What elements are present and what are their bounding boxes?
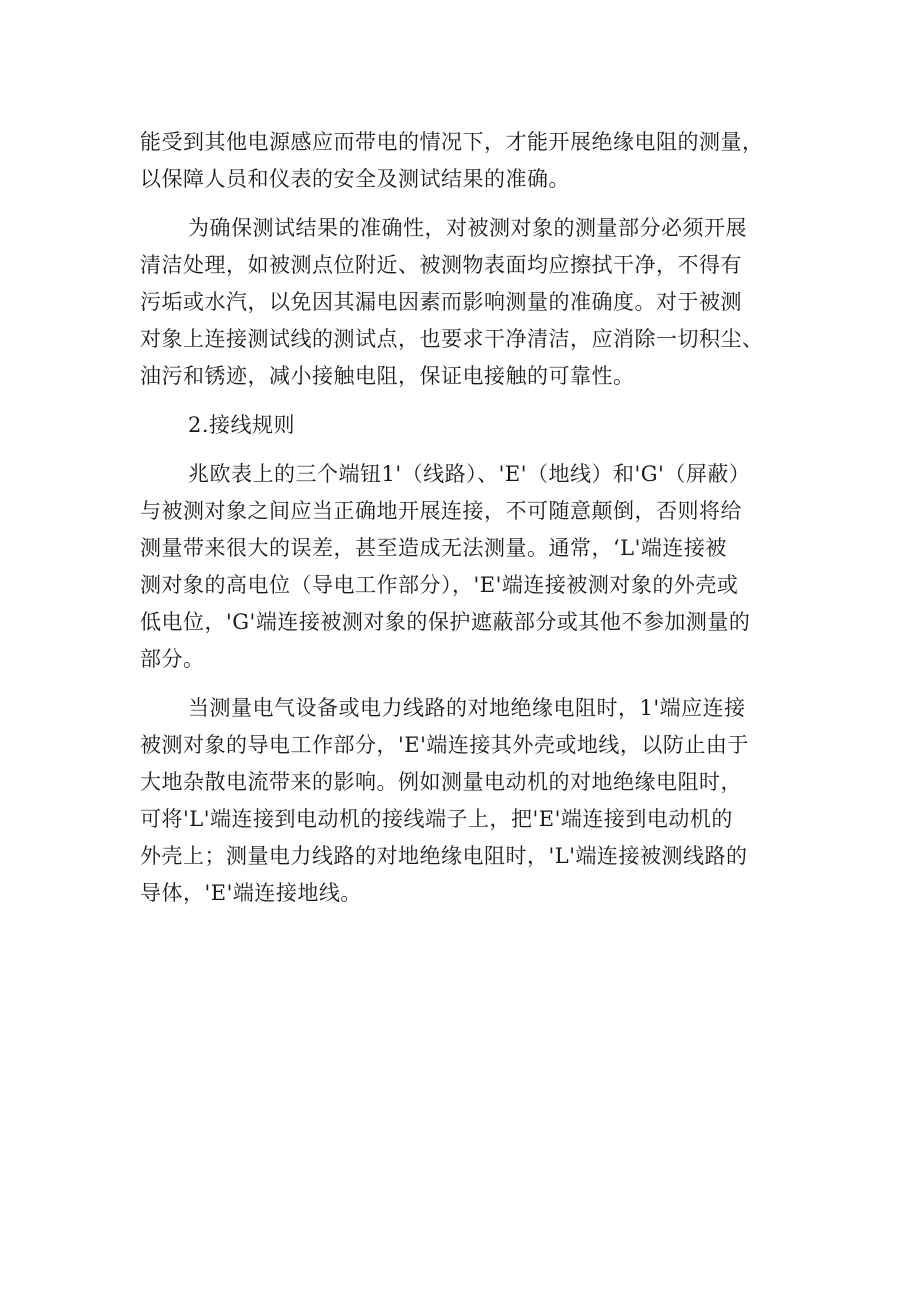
paragraph-line: 可将'L'端连接到电动机的接线端子上，把'E'端连接到电动机的 (140, 807, 733, 831)
paragraph-line: 导体，'E'端连接地线。 (140, 881, 362, 905)
paragraph-1 (140, 124, 800, 198)
paragraph-4 (140, 690, 800, 912)
section-heading (140, 407, 800, 444)
document-body (140, 124, 800, 912)
paragraph-2 (140, 210, 800, 395)
paragraph-line: 部分。 (140, 647, 205, 671)
paragraph-line: 为确保测试结果的准确性，对被测对象的测量部分必须开展 (188, 216, 747, 240)
paragraph-line: 以保障人员和仪表的安全及测试结果的准确。 (140, 167, 570, 191)
paragraph-3 (140, 456, 800, 678)
paragraph-line: 低电位，'G'端连接被测对象的保护遮蔽部分或其他不参加测量的 (140, 610, 751, 634)
paragraph-line: 能受到其他电源感应而带电的情况下，才能开展绝缘电阻的测量， (140, 130, 764, 154)
paragraph-line: 污垢或水汽，以免因其漏电因素而影响测量的准确度。对于被测 (140, 290, 742, 314)
paragraph-line: 与被测对象之间应当正确地开展连接，不可随意颠倒，否则将给 (140, 499, 742, 523)
paragraph-line: 测对象的高电位（导电工作部分），'E'端连接被测对象的外壳或 (140, 573, 739, 597)
paragraph-line: 油污和锈迹，减小接触电阻，保证电接触的可靠性。 (140, 364, 635, 388)
paragraph-line: 兆欧表上的三个端钮1'（线路）、'E'（地线）和'G'（屏蔽） (188, 462, 751, 486)
paragraph-line: 测量带来很大的误差，甚至造成无法测量。通常，‘L'端连接被 (140, 536, 727, 560)
paragraph-line: 大地杂散电流带来的影响。例如测量电动机的对地绝缘电阻时， (140, 770, 742, 794)
paragraph-line: 清洁处理，如被测点位附近、被测物表面均应擦拭干净，不得有 (140, 253, 742, 277)
paragraph-line: 外壳上；测量电力线路的对地绝缘电阻时，'L'端连接被测线路的 (140, 844, 748, 868)
paragraph-line: 被测对象的导电工作部分，'E'端连接其外壳或地线，以防止由于 (140, 733, 749, 757)
paragraph-line: 当测量电气设备或电力线路的对地绝缘电阻时，1'端应连接 (188, 696, 746, 720)
paragraph-line: 对象上连接测试线的测试点，也要求干净清洁，应消除一切积尘、 (140, 327, 764, 351)
section-heading-text: 2.接线规则 (188, 413, 296, 437)
